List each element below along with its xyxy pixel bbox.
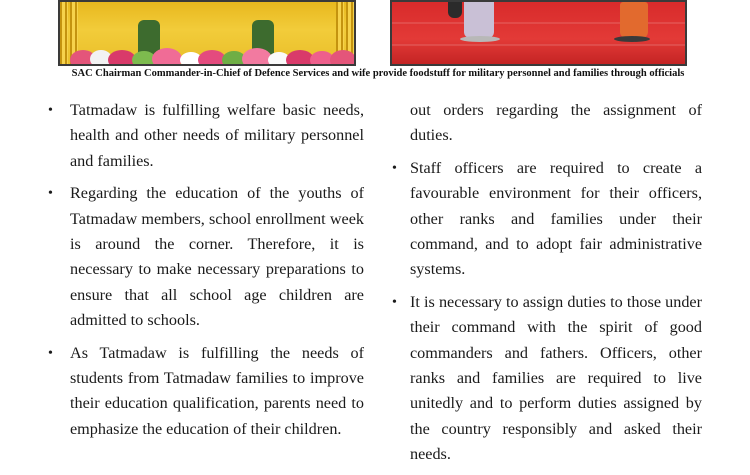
continued-text: out orders regarding the assignment of duties. bbox=[410, 101, 702, 145]
bullet-icon: • bbox=[48, 186, 53, 202]
bullet-icon: • bbox=[392, 160, 397, 176]
list-item bbox=[48, 98, 364, 174]
list-item-text: Tatmadaw is fulfilling welfare basic needs, health and other needs of military personnel and families. bbox=[70, 101, 364, 170]
list-item bbox=[48, 341, 364, 443]
list-item-text: Regarding the education of the youths of Tatmadaw members, school enrollment week is around the corner. Therefore, it is necessary to make necessary preparations to ensure that all school age children are admitted to schools. bbox=[70, 184, 364, 330]
list-item bbox=[392, 156, 702, 283]
list-item bbox=[48, 181, 364, 333]
bullet-icon: • bbox=[48, 345, 53, 361]
list-item bbox=[392, 290, 702, 468]
list-item-text: Staff officers are required to create a favourable environment for their officers, other ranks and families under their command, and to adopt fair administrative systems. bbox=[410, 158, 702, 279]
left-column bbox=[48, 98, 364, 449]
right-column bbox=[392, 98, 702, 475]
photo-caption: SAC Chairman Commander-in-Chief of Defence Services and wife provide foodstuff for military personnel and families through officials bbox=[71, 68, 685, 79]
list-item-text: It is necessary to assign duties to those under their command with the spirit of good commanders and fathers. Officers, other ranks and families are required to live unitedly and to perform duties assigned by the country responsibly and asked their needs. bbox=[410, 292, 702, 464]
list-item-text: As Tatmadaw is fulfilling the needs of students from Tatmadaw families to improve their education qualification, parents need to emphasize the education of their children. bbox=[70, 343, 364, 438]
photo-ceremony-stage bbox=[58, 0, 356, 66]
bullet-icon: • bbox=[392, 294, 397, 310]
photo-red-carpet bbox=[390, 0, 687, 66]
bullet-icon: • bbox=[48, 103, 53, 118]
